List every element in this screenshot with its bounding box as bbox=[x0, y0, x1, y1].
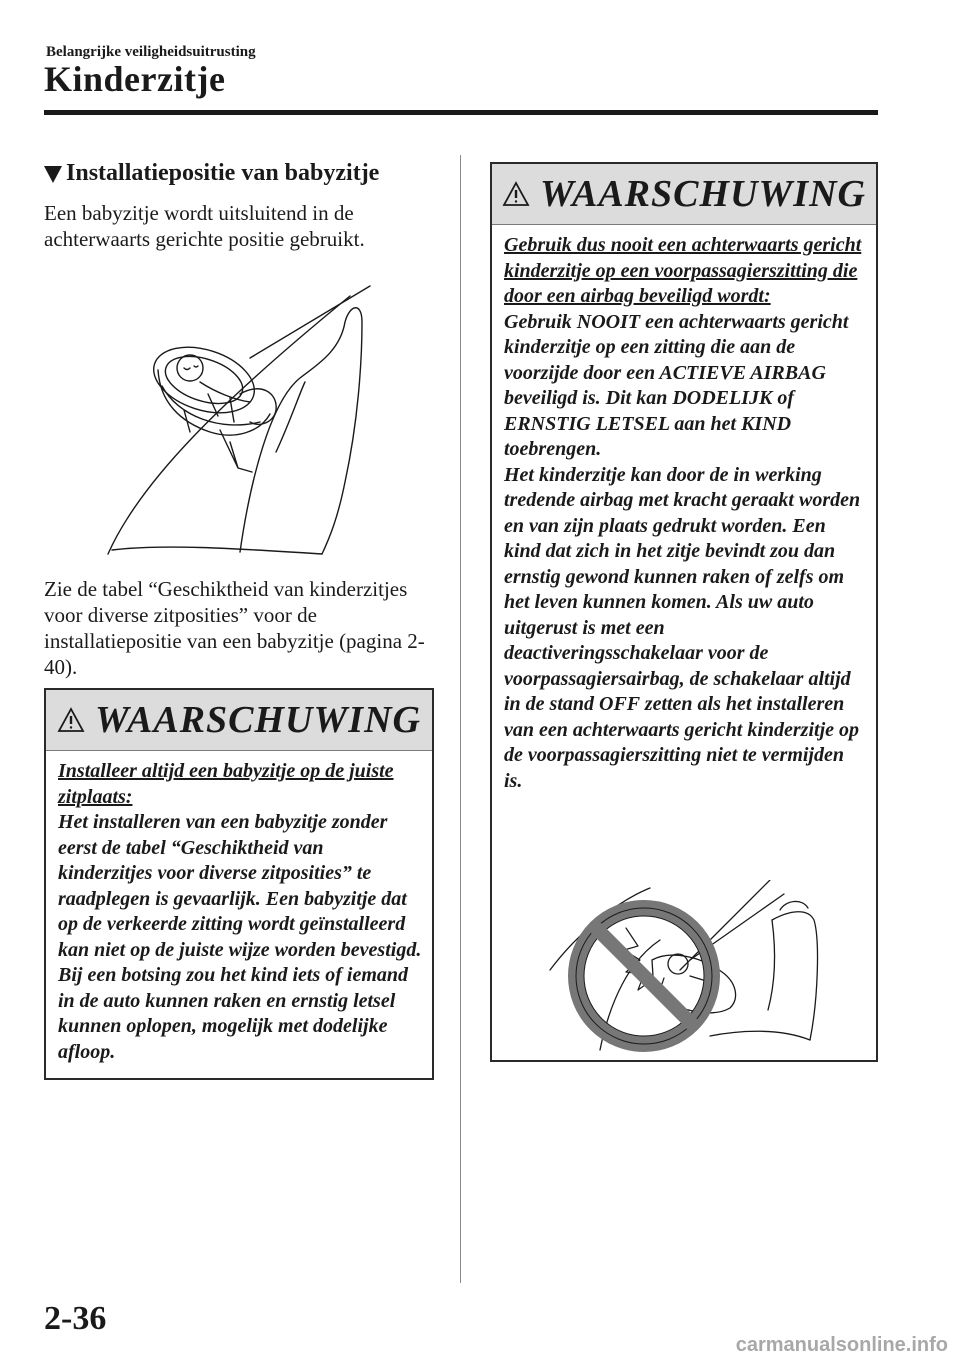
section-heading bbox=[44, 160, 379, 187]
page-title: Kinderzitje bbox=[44, 59, 226, 99]
reference-paragraph: Zie de tabel “Geschiktheid van kinderzitjes voor diverse zitposities” voor de installatiepositie van een babyzitje (pagina 2-40). bbox=[44, 577, 425, 679]
section-heading-text: Installatiepositie van babyzitje bbox=[66, 160, 380, 186]
page-number: 2-36 bbox=[44, 1300, 107, 1337]
warning-text-2: Het kinderzitje kan door de in werking tredende airbag met kracht geraakt worden en van zijn plaats gedrukt worden. Een kind dat zich in het zitje bevindt zou dan ernstig gewond kunnen raken of zelfs om het leven kunnen komen. Als uw auto uitgerust is met een deactiveringsschakelaar voor de voorpassagiersairbag, de schakelaar altijd in de stand OFF zetten als het installeren van een achterwaarts gericht kinderzitje op de voorpassagierszitting niet te vermijden is. bbox=[504, 463, 861, 792]
warning-header bbox=[46, 690, 432, 751]
warning-text-1: Gebruik NOOIT een achterwaarts gericht kinderzitje op een zitting die aan de voorzijde door een ACTIEVE AIRBAG beveiligd is. Dit kan DODELIJK of ERNSTIG LETSEL aan het KIND toebrengen. bbox=[504, 310, 849, 460]
warning-box-left bbox=[44, 688, 434, 1080]
breadcrumb: Belangrijke veiligheidsuitrusting bbox=[46, 44, 256, 60]
warning-heading: Gebruik dus nooit een achterwaarts gericht kinderzitje op een voorpassagierszitting die door een airbag beveiligd wordt: bbox=[504, 234, 862, 307]
warning-triangle-icon bbox=[502, 181, 530, 207]
warning-text: Het installeren van een babyzitje zonder eerst de tabel “Geschiktheid van kinderzitjes voor diverse zitposities” te raadplegen is gevaarlijk. Een babyzitje dat op de verkeerde zitting wordt geïnstalleerd kan niet op de juiste wijze worden bevestigd. Bij een botsing zou het kind iets of iemand in de auto kunnen raken en ernstig letsel kunnen oplopen, mogelijk met dodelijke afloop. bbox=[58, 811, 422, 1063]
warning-header bbox=[492, 164, 876, 225]
airbag-prohibition-illustration bbox=[540, 880, 830, 1052]
header-rule bbox=[44, 110, 878, 115]
triangle-down-icon bbox=[44, 166, 62, 183]
baby-seat-illustration bbox=[100, 282, 390, 562]
warning-heading: Installeer altijd een babyzitje op de juiste zitplaats: bbox=[58, 760, 394, 808]
warning-title: WAARSCHUWING bbox=[540, 173, 866, 215]
warning-title: WAARSCHUWING bbox=[95, 699, 421, 741]
intro-paragraph: Een babyzitje wordt uitsluitend in de achterwaarts gerichte positie gebruikt. bbox=[44, 201, 365, 251]
watermark: carmanualsonline.info bbox=[735, 1334, 948, 1356]
warning-triangle-icon bbox=[57, 707, 85, 733]
column-divider bbox=[460, 155, 461, 1283]
